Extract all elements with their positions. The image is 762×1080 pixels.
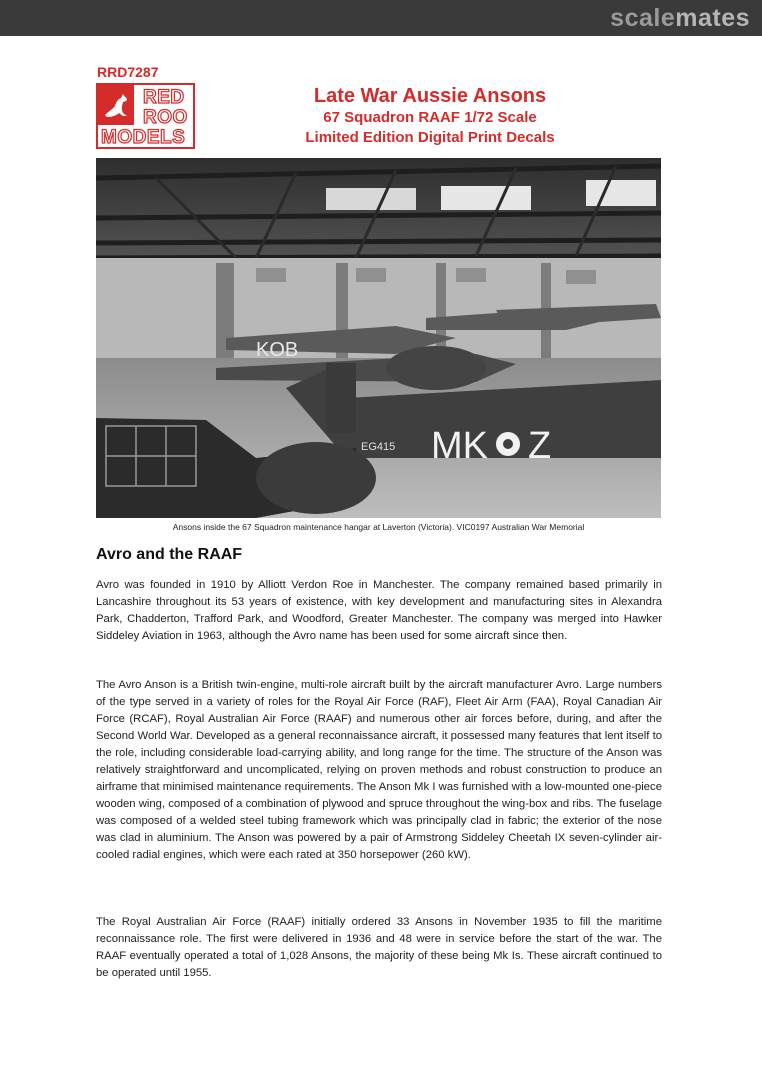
aircraft-code-letter: Z — [528, 425, 552, 467]
aircraft-serial: EG415 — [361, 441, 396, 453]
sheet-title: Late War Aussie Ansons — [313, 85, 547, 107]
logo-text-roo: ROO — [143, 107, 188, 128]
paragraph-raaf-service: The Royal Australian Air Force (RAAF) initially ordered 33 Ansons in November 1935 to fill the maritime reconnaissance role. The first were delivered in 1936 and 48 were in service before the start of the war. The RAAF eventually operated a total of 1,028 Ansons, the majority of these being Mk Is. These aircraft continued to be operated until 1955. — [96, 916, 662, 979]
product-code: RRD7287 — [97, 64, 159, 80]
kangaroo-icon — [98, 85, 134, 125]
sheet-subtitle: 67 Squadron RAAF 1/72 Scale — [323, 109, 537, 126]
watermark-bar — [0, 0, 762, 36]
background-aircraft-code: KOB — [256, 339, 299, 361]
red-roo-models-logo — [96, 83, 195, 149]
title-block — [280, 84, 580, 148]
paragraph-avro-history: Avro was founded in 1910 by Alliott Verdon Roe in Manchester. The company remained based primarily in Lancashire throughout its 53 years of existence, with key development and manufacturing sites in Alexandra Park, Chadderton, Trafford Park, and Woodford, Greater Manchester. The company was merged into Hawker Siddeley Aviation in 1963, although the Avro name has been used for some aircraft since then. — [96, 579, 662, 642]
aircraft-code-mk: MK — [431, 425, 488, 467]
sheet-edition: Limited Edition Digital Print Decals — [305, 129, 555, 146]
photo-caption: Ansons inside the 67 Squadron maintenance hangar at Laverton (Victoria). VIC0197 Australian War Memorial — [172, 522, 585, 532]
hangar-photo — [96, 158, 661, 518]
paragraph-anson-description: The Avro Anson is a British twin-engine, multi-role aircraft built by the aircraft manufacturer Avro. Large numbers of the type served in a variety of roles for the Royal Air Force (RAF), Fleet Air Arm (FAA), Royal Canadian Air Force (RCAF), Royal Australian Air Force (RAAF) and numerous other air forces before, during, and after the Second World War. Developed as a general reconnaissance aircraft, it possessed many features that lent itself to the role, including considerable load-carrying ability, and long range for the time. The structure of the Anson was relatively straightforward and uncomplicated, relying on proven methods and robust construction to produce an airframe that minimised maintenance requirements. The Anson Mk I was furnished with a low-mounted one-piece wooden wing, composed of a combination of plywood and spruce throughout the wing-box and ribs. The fuselage was composed of a welded steel tubing framework which was principally clad in fabric; the exterior of the nose was clad in aluminium. The Anson was powered by a pair of Armstrong Siddeley Cheetah IX seven-cylinder air-cooled radial engines, which were each rated at 350 horsepower (260 kW). — [96, 679, 662, 861]
scalemates-watermark[interactable]: scalemates — [610, 4, 750, 32]
article-heading: Avro and the RAAF — [96, 546, 243, 563]
logo-text-models: MODELS — [101, 127, 186, 148]
logo-text-red: RED — [143, 87, 185, 108]
